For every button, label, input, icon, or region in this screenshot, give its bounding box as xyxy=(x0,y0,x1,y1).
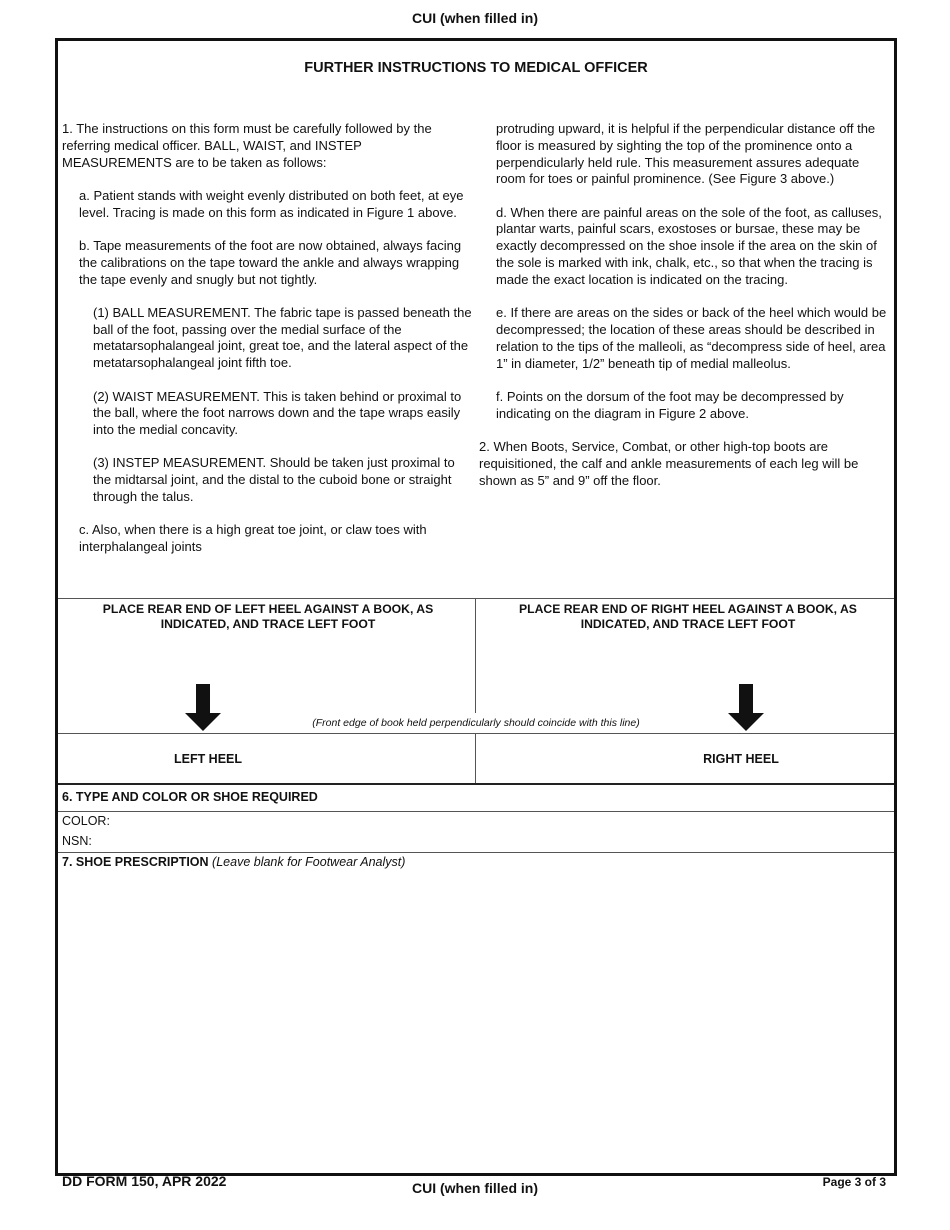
left-trace-instruction: PLACE REAR END OF LEFT HEEL AGAINST A BOOK, AS INDICATED, AND TRACE LEFT FOOT xyxy=(102,602,434,631)
form-frame xyxy=(55,38,897,1176)
right-trace-instruction: PLACE REAR END OF RIGHT HEEL AGAINST A BOOK, AS INDICATED, AND TRACE LEFT FOOT xyxy=(519,602,857,631)
left-heel-label: LEFT HEEL xyxy=(173,752,243,766)
front-edge-note: (Front edge of book held perpendicularly should coincide with this line) xyxy=(312,717,640,729)
instruction-item-1c-continued: protruding upward, it is helpful if the perpendicular distance off the floor is measured by sighting the top of the prominence onto a perpendicularly held rule. This measurement assures adequate room for toes or painful prominence. (See Figure 3 above.) xyxy=(496,121,876,187)
nsn-field[interactable]: NSN: xyxy=(62,834,92,848)
instruction-waist-measurement: (2) WAIST MEASUREMENT. This is taken behind or proximal to the ball, where the foot narrows down and the tape wraps easily into the medial concavity. xyxy=(93,388,462,438)
instruction-item-1: 1. The instructions on this form must be carefully followed by the referring medical officer. BALL, WAIST, and INSTEP MEASUREMENTS are to be taken as follows: xyxy=(62,121,432,170)
color-field[interactable]: COLOR: xyxy=(62,814,110,828)
shoe-type-label: 6. TYPE AND COLOR OR SHOE REQUIRED xyxy=(62,790,318,804)
instruction-item-1d: d. When there are painful areas on the sole of the foot, as calluses, plantar warts, painful scars, exostoses or bursae, these may be exactly decompressed on the shoe insole if the area on the skin of the sole is marked with ink, chalk, etc., so that when the tracing is made the exact location is indicated on the tracing. xyxy=(496,204,882,287)
cui-footer: CUI (when filled in) xyxy=(412,1180,538,1196)
instruction-ball-measurement: (1) BALL MEASUREMENT. The fabric tape is passed beneath the ball of the foot, passing over the medial surface of the metatarsophalangeal joint, great toe, and the lateral aspect of the metatarsophalangeal joint fifth toe. xyxy=(93,304,472,371)
shoe-prescription-field[interactable] xyxy=(62,855,405,869)
form-id: DD FORM 150, APR 2022 xyxy=(62,1173,227,1189)
shoe-prescription-note: (Leave blank for Footwear Analyst) xyxy=(212,855,406,869)
tracing-top-divider xyxy=(58,598,894,599)
instruction-item-1b: b. Tape measurements of the foot are now obtained, always facing the calibrations on the tape toward the ankle and always wrapping the tape evenly and snugly but not tightly. xyxy=(79,237,462,287)
instruction-item-1c: c. Also, when there is a high great toe joint, or claw toes with interphalangeal joints xyxy=(79,522,427,555)
instruction-item-2: 2. When Boots, Service, Combat, or other high-top boots are requisitioned, the calf and ankle measurements of each leg will be shown as 5” and 9” off the floor. xyxy=(479,438,859,488)
instructions-right-column xyxy=(479,121,889,506)
instructions-left-column xyxy=(62,121,474,572)
section6-divider xyxy=(58,811,894,812)
cui-header: CUI (when filled in) xyxy=(412,10,538,26)
heel-divider xyxy=(475,733,476,783)
right-heel-label: RIGHT HEEL xyxy=(703,752,779,766)
heel-bottom-divider xyxy=(58,783,894,785)
section7-divider xyxy=(58,852,894,853)
instruction-instep-measurement: (3) INSTEP MEASUREMENT. Should be taken just proximal to the midtarsal joint, and the distal to the cuboid bone or straight through the talus. xyxy=(93,455,455,505)
page-number: Page 3 of 3 xyxy=(822,1175,886,1189)
tracing-upper-divider xyxy=(475,598,476,713)
form-title: FURTHER INSTRUCTIONS TO MEDICAL OFFICER xyxy=(304,60,648,76)
instruction-item-1f: f. Points on the dorsum of the foot may be decompressed by indicating on the diagram in Figure 2 above. xyxy=(496,388,844,421)
instruction-item-1a: a. Patient stands with weight evenly distributed on both feet, at eye level. Tracing is made on this form as indicated in Figure 1 above. xyxy=(79,187,464,220)
instruction-item-1e: e. If there are areas on the sides or back of the heel which would be decompressed; the location of these areas should be described in relation to the tips of the malleoli, as “decompress side of heel, area 1” in diameter, 1/2” beneath tip of medial malleolus. xyxy=(496,305,887,371)
shoe-prescription-label: 7. SHOE PRESCRIPTION xyxy=(62,855,209,869)
book-edge-line xyxy=(58,733,894,734)
